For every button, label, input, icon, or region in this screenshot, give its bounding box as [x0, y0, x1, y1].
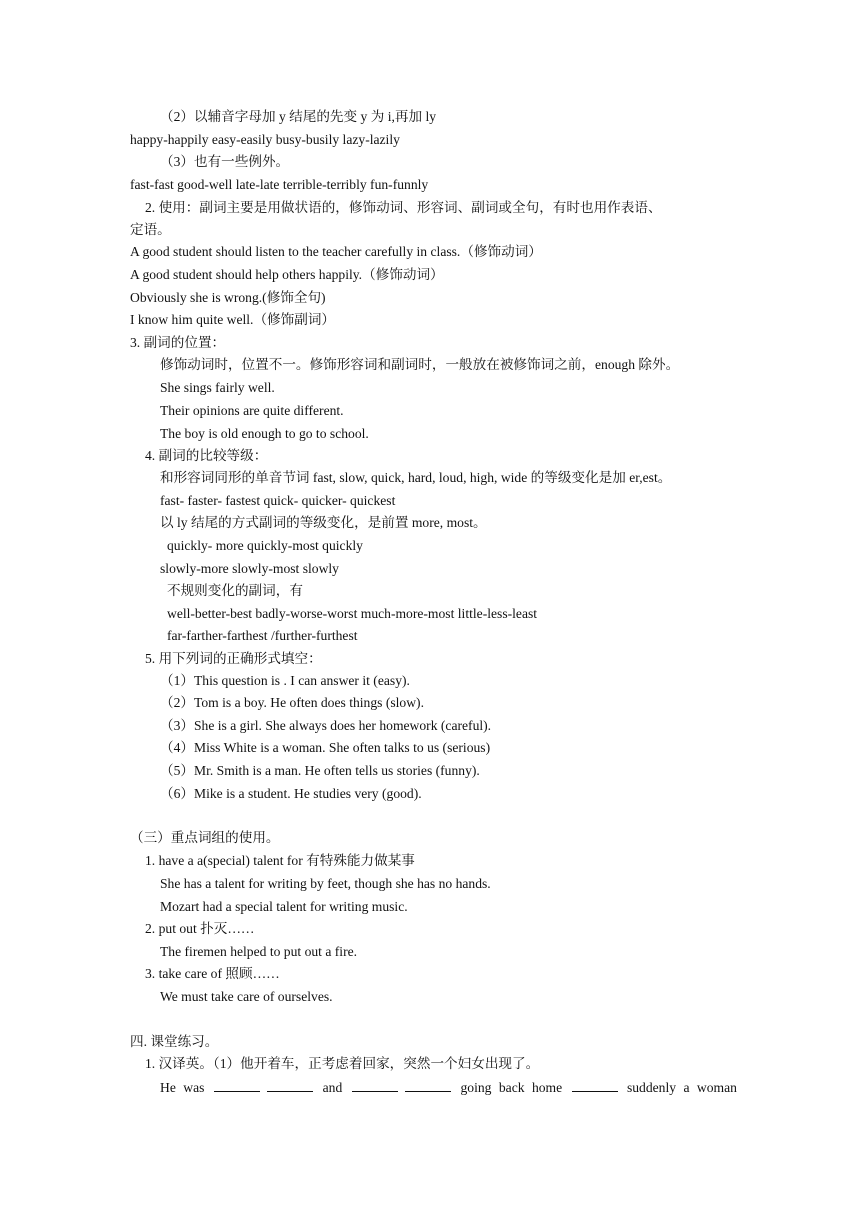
text-line: 和形容词同形的单音节词 fast, slow, quick, hard, loud, high, wide 的等级变化是加 er,est。: [160, 470, 672, 485]
text-line: We must take care of ourselves.: [160, 989, 333, 1004]
text-line: She sings fairly well.: [160, 380, 275, 395]
word: back: [498, 1080, 525, 1095]
text-line: She has a talent for writing by feet, though she has no hands.: [160, 876, 491, 891]
word: suddenly: [626, 1080, 677, 1095]
section-heading: 四. 课堂练习。: [130, 1034, 219, 1049]
answer-blank[interactable]: [214, 1078, 260, 1092]
section-heading: 4. 副词的比较等级：: [145, 448, 268, 463]
section-heading: 3. 副词的位置：: [130, 335, 226, 350]
text-line: slowly-more slowly-most slowly: [160, 561, 339, 576]
text-line: fast-fast good-well late-late terrible-terribly fun-funnly: [130, 177, 429, 192]
text-line: （2）以辅音字母加 y 结尾的先变 y 为 i,再加 ly: [160, 109, 437, 124]
text-line: The boy is old enough to go to school.: [160, 426, 369, 441]
word: home: [531, 1080, 563, 1095]
answer-blank[interactable]: [267, 1078, 313, 1092]
text-line: 修饰动词时，位置不一。修饰形容词和副词时，一般放在被修饰词之前，enough 除外。: [160, 357, 680, 372]
text-line: fast- faster- fastest quick- quicker- quickest: [160, 493, 396, 508]
phrase-heading: 1. have a a(special) talent for 有特殊能力做某事: [145, 853, 415, 868]
text-line: 以 ly 结尾的方式副词的等级变化，是前置 more, most。: [160, 515, 487, 530]
text-line: 不规则变化的副词，有: [167, 583, 303, 598]
answer-blank[interactable]: [352, 1078, 398, 1092]
text-line: 1. 汉译英。（1）他开着车，正考虑着回家，突然一个妇女出现了。: [145, 1056, 540, 1071]
text-line: Obviously she is wrong.(修饰全句): [130, 290, 326, 305]
text-line: A good student should help others happily.（修饰动词）: [130, 267, 444, 282]
text-line: （3）也有一些例外。: [160, 154, 290, 169]
section-heading: 5. 用下列词的正确形式填空：: [145, 651, 322, 666]
text-line: I know him quite well.（修饰副词）: [130, 312, 336, 327]
text-line: well-better-best badly-worse-worst much-more-most little-less-least: [167, 606, 538, 621]
word: woman: [696, 1080, 737, 1095]
section-heading: （三）重点词组的使用。: [130, 830, 280, 845]
text-line: far-farther-farthest /further-furthest: [167, 628, 358, 643]
word: was: [183, 1080, 205, 1095]
text-line: Their opinions are quite different.: [160, 403, 344, 418]
word: a: [683, 1080, 690, 1095]
text-line: A good student should listen to the teacher carefully in class.（修饰动词）: [130, 244, 542, 259]
text-line: The firemen helped to put out a fire.: [160, 944, 358, 959]
word: going: [460, 1080, 492, 1095]
exercise-item: （6）Mike is a student. He studies very (good).: [160, 786, 422, 801]
text-line: 定语。: [130, 222, 171, 237]
word: and: [322, 1080, 343, 1095]
text-line: happy-happily easy-easily busy-busily lazy-lazily: [130, 132, 400, 147]
exercise-item: （5）Mr. Smith is a man. He often tells us stories (funny).: [160, 763, 480, 778]
text-line: Mozart had a special talent for writing music.: [160, 899, 408, 914]
phrase-heading: 3. take care of 照顾……: [145, 966, 280, 981]
text-line: 2. 使用：副词主要是用做状语的，修饰动词、形容词、副词或全句，有时也用作表语、: [145, 200, 662, 215]
exercise-item: （4）Miss White is a woman. She often talks to us (serious): [160, 740, 491, 755]
translation-sentence: [160, 1078, 737, 1097]
word: He: [160, 1080, 176, 1095]
text-line: quickly- more quickly-most quickly: [167, 538, 363, 553]
exercise-item: （2）Tom is a boy. He often does things (slow).: [160, 695, 424, 710]
exercise-item: （1）This question is . I can answer it (easy).: [160, 673, 410, 688]
answer-blank[interactable]: [572, 1078, 618, 1092]
exercise-item: （3）She is a girl. She always does her homework (careful).: [160, 718, 492, 733]
answer-blank[interactable]: [405, 1078, 451, 1092]
phrase-heading: 2. put out 扑灭……: [145, 921, 255, 936]
